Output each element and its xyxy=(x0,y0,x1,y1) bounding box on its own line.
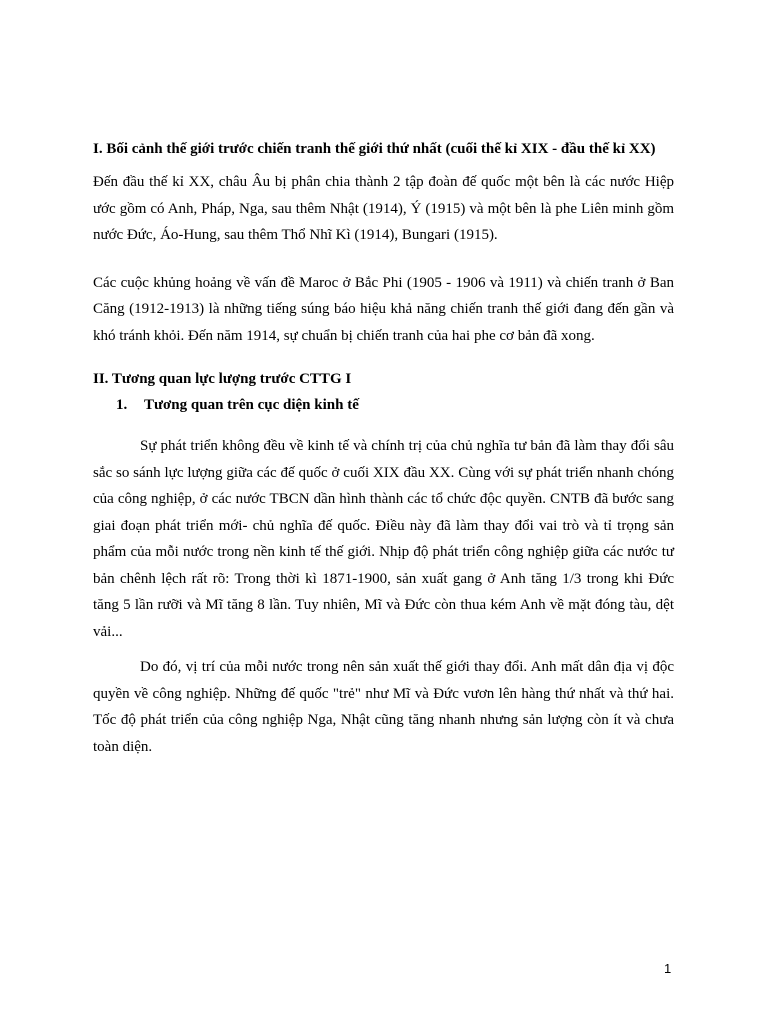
subsection-heading-1 xyxy=(93,392,674,418)
section-heading-1: I. Bối cảnh thế giới trước chiến tranh thế giới thứ nhất (cuối thế kỉ XIX - đầu thế kỉ XX) xyxy=(93,141,656,157)
paragraph-context: Đến đầu thế kỉ XX, châu Âu bị phân chia thành 2 tập đoàn đế quốc một bên là các nước Hiệp ước gồm có Anh, Pháp, Nga, sau thêm Nhật (1914), Ý (1915) và một bên là phe Liên minh gồm nước Đức, Áo-Hung, sau thêm Thổ Nhĩ Kì (1914), Bungari (1915). xyxy=(93,174,674,243)
subsection-title: Tương quan trên cục diện kinh tế xyxy=(144,397,359,413)
section-heading-2: II. Tương quan lực lượng trước CTTG I xyxy=(93,371,352,387)
document-body xyxy=(93,136,674,760)
paragraph-position-change: Do đó, vị trí của mỗi nước trong nên sản xuất thế giới thay đổi. Anh mất dân địa vị độc quyền về công nghiệp. Những đế quốc "trẻ" như Mĩ và Đức vươn lên hàng thứ nhất và thứ hai. Tốc độ phát triển của công nghiệp Nga, Nhật cũng tăng nhanh nhưng sản lượng còn ít và chưa toàn diện. xyxy=(93,659,674,755)
paragraph-economic-development: Sự phát triển không đều về kinh tế và chính trị của chủ nghĩa tư bản đã làm thay đổi sâu sắc so sánh lực lượng giữa các đế quốc ở cuối XIX đầu XX. Cùng với sự phát triển nhanh chóng của công nghiệp, ở các nước TBCN dần hình thành các tổ chức độc quyền. CNTB đã bước sang giai đoạn phát triển mới- chủ nghĩa đế quốc. Điều này đã làm thay đổi vai trò và tỉ trọng sản phẩm của mỗi nước trong nền kinh tế thế giới. Nhịp độ phát triển công nghiệp giữa các nước tư bản chênh lệch rất rõ: Trong thời kì 1871-1900, sản xuất gang ở Anh tăng 1/3 trong khi Đức tăng 5 lần rưỡi và Mĩ tăng 8 lần. Tuy nhiên, Mĩ và Đức còn thua kém Anh về mặt đóng tàu, dệt vải... xyxy=(93,438,674,640)
paragraph-crises: Các cuộc khủng hoảng về vấn đề Maroc ở Bắc Phi (1905 - 1906 và 1911) và chiến tranh ở Ban Căng (1912-1913) là những tiếng súng báo hiệu khả năng chiến tranh thế giới đang đến gần và khó tránh khỏi. Đến năm 1914, sự chuẩn bị chiến tranh của hai phe cơ bản đã xong. xyxy=(93,274,674,344)
subsection-number: 1. xyxy=(116,397,128,413)
page-number: 1 xyxy=(664,961,672,976)
